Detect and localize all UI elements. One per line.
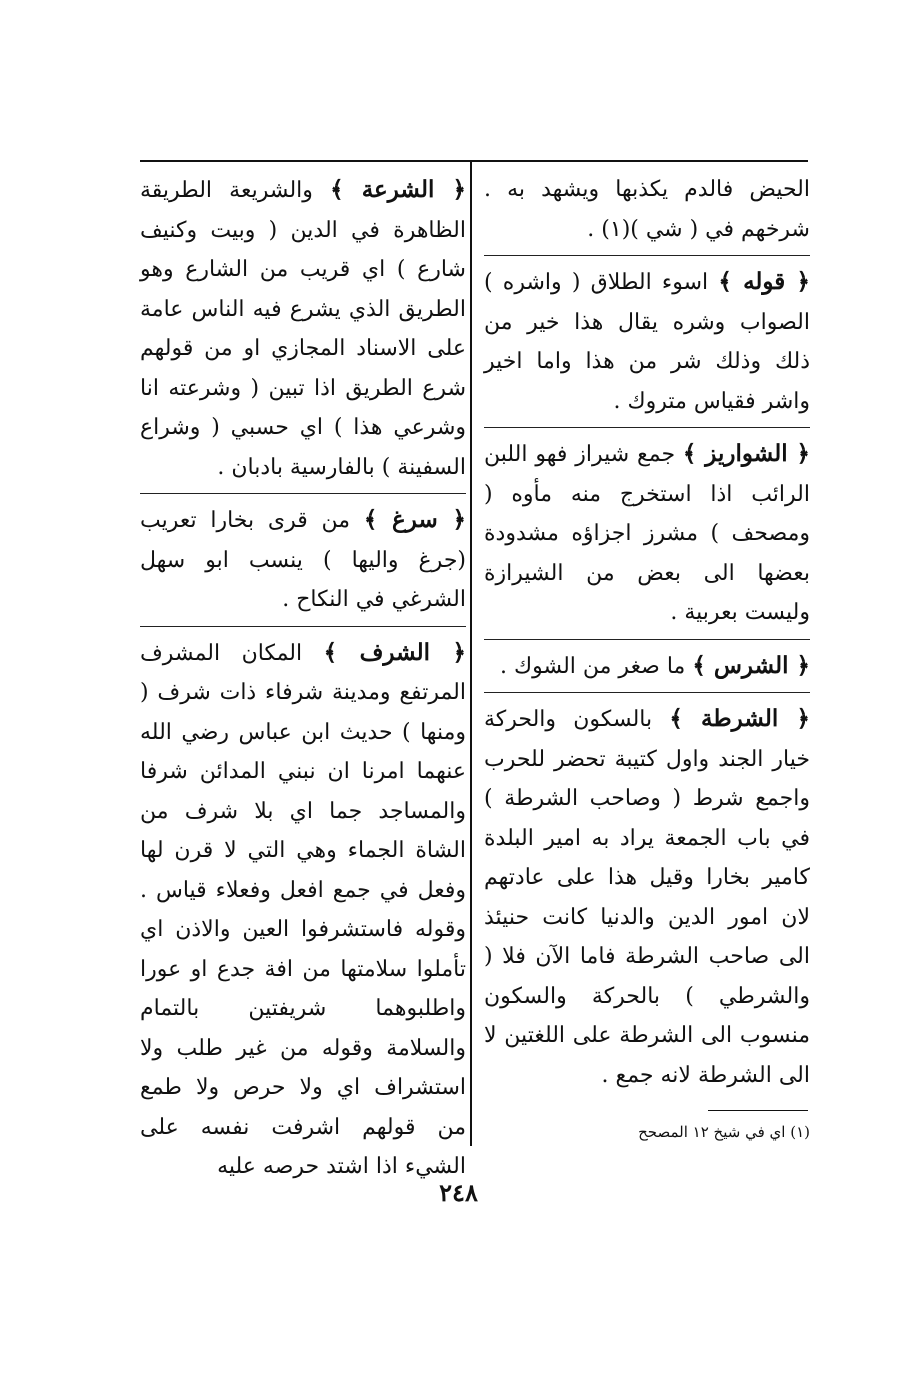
entry-divider <box>140 626 466 627</box>
entry-text: ما صغر من الشوك . <box>499 653 693 679</box>
entry-divider <box>484 427 810 428</box>
entry-text: من قرى بخارا تعريب (جرغ واليها ) ينسب ابو سهل الشرغي في النكاح . <box>140 508 466 612</box>
footnote: (١) اي في شيخ ١٢ المصحح <box>638 1123 810 1141</box>
entry-text: والشريعة الطريقة الظاهرة في الدين ( وبيت وكنيف شارع ) اي قريب من الشارع وهو الطريق الذي يشرع فيه الناس عامة على الاسناد المجازي او من قولهم شرع الطريق اذا تبين ( وشرعته انا وشرعي هذا ) اي حسبي ( وشراع السفينة ) بالفارسية بادبان . <box>140 178 466 480</box>
footnote-rule <box>708 1110 808 1111</box>
entry-shurta <box>484 699 810 1095</box>
entry-text: الحيض فالدم يكذبها ويشهد به . شرخهم في ( شي )(١) . <box>484 177 810 242</box>
entry-headword: ﴿ سرغ ﴾ <box>363 506 466 533</box>
entry-text: جمع شيراز فهو اللبن الرائب اذا استخرج منه مأوه ( ومصحف ) مشرز اجزاؤه مشدودة بعضها الى بعض من الشيرازة وليست بعربية . <box>484 442 810 625</box>
entry-sharas <box>484 646 810 687</box>
entry-divider <box>484 692 810 693</box>
left-column <box>140 170 466 1187</box>
entry-headword: ﴿ الشرس ﴾ <box>692 651 810 679</box>
entry-sharaf <box>140 633 466 1187</box>
entry-headword: ﴿ الشرف ﴾ <box>323 638 466 666</box>
entry-sargh <box>140 500 466 620</box>
entry-shawariz <box>484 434 810 633</box>
right-column <box>484 170 810 1095</box>
entry-divider <box>484 255 810 256</box>
entry-text: بالسكون والحركة خيار الجند واول كتيبة تحضر للحرب واجمع شرط ( وصاحب الشرطة ) في باب الجمعة يراد به امير البلدة كامير بخارا وقيل هذا على عادتهم لان امور الدين والدنيا كانت حنيئذ الى صاحب الشرطة فاما الآن فلا ( والشرطي ) بالحركة والسكون منسوب الى الشرطة على اللغتين لا الى الشرطة لانه جمع . <box>484 707 810 1088</box>
entry-headword: ﴿ الشرعة ﴾ <box>330 176 466 203</box>
column-divider <box>470 162 472 1146</box>
top-rule <box>140 160 808 162</box>
entry-text: المكان المشرف المرتفع ومدينة شرفاء ذات شرف ( ومنها ) حديث ابن عباس رضي الله عنهما امرنا ان نبني المدائن شرفا والمساجد جما اي بلا شرف من الشاة الجماء وهي التي لا قرن لها وفعل في جمع افعل وفعلاء قياس . وقوله فاستشرفوا العين والاذن اي تأملوا سلامتها من افة جدع او عورا واطلبوهما شريفتين بالتمام والسلامة وقوله من غير طلب ولا استشراف اي ولا حرص ولا طمع من قولهم اشرفت نفسه على الشيء اذا اشتد حرصه عليه <box>140 640 466 1179</box>
entry-headword: ﴿ الشواريز ﴾ <box>682 440 810 467</box>
page-number: ٢٤٨ <box>439 1178 478 1207</box>
entry-headword: ﴿ قوله ﴾ <box>718 268 810 295</box>
entry-headword: ﴿ الشرطة ﴾ <box>669 705 810 732</box>
entry-shirah <box>140 170 466 487</box>
entry-qawluh <box>484 262 810 421</box>
entry-continuation <box>484 170 810 249</box>
entry-divider <box>140 493 466 494</box>
entry-divider <box>484 639 810 640</box>
entry-text: اسوء الطلاق ( واشره ) الصواب وشره يقال هذا خير من ذلك وذلك شر من هذا واما اخير واشر فقياس متروك . <box>484 270 810 414</box>
